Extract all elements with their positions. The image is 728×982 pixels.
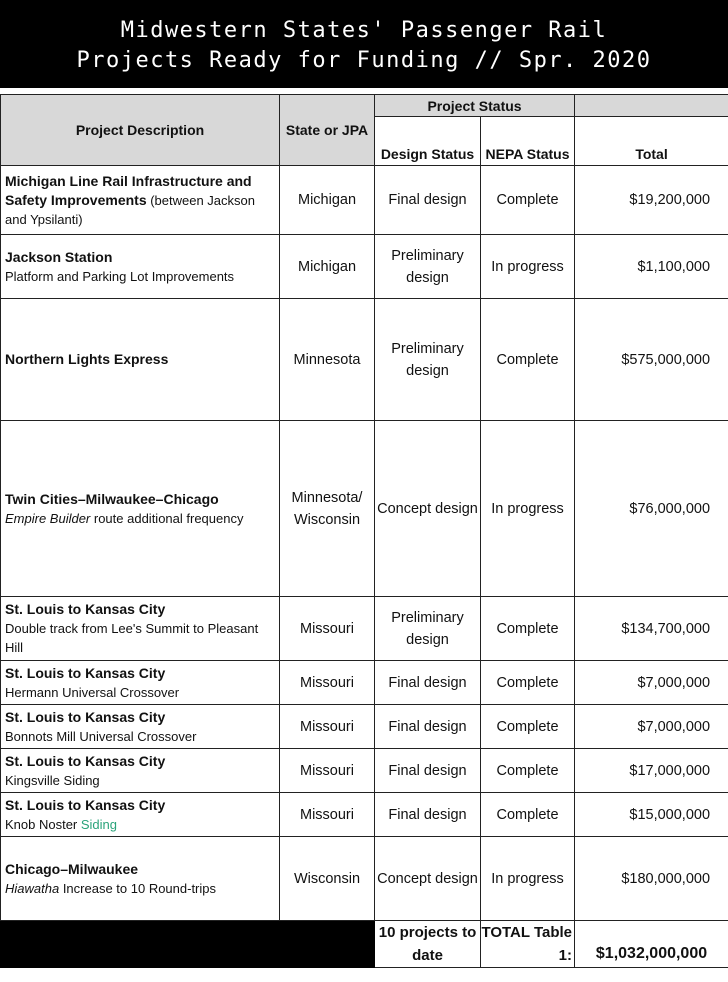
design-status: Concept design <box>375 421 481 597</box>
project-total: $15,000,000 <box>575 793 728 837</box>
project-total: $575,000,000 <box>575 299 728 421</box>
table-row <box>1 705 728 749</box>
project-subtitle: Increase to 10 Round-trips <box>59 880 217 896</box>
project-description <box>1 705 280 749</box>
nepa-status: In progress <box>481 235 575 299</box>
nepa-status: Complete <box>481 299 575 421</box>
project-title: Michigan Line Rail Infrastructure and Safety Improvements <box>5 172 252 208</box>
project-title: St. Louis to Kansas City <box>5 664 166 681</box>
project-subtitle-highlight: Siding <box>80 816 118 832</box>
project-state: Missouri <box>280 661 375 705</box>
project-total: $7,000,000 <box>575 661 728 705</box>
nepa-status: Complete <box>481 793 575 837</box>
project-description <box>1 421 280 597</box>
col-header-state: State or JPA <box>280 95 375 166</box>
table-row <box>1 166 728 235</box>
table-row <box>1 299 728 421</box>
col-header-design: Design Status <box>375 117 481 166</box>
route-name: Empire Builder <box>5 510 91 526</box>
project-title: St. Louis to Kansas City <box>5 752 166 769</box>
page-header <box>0 0 728 88</box>
project-description <box>1 837 280 921</box>
project-total: $17,000,000 <box>575 749 728 793</box>
header-line-2: Projects Ready for Funding // Spr. 2020 <box>76 48 652 73</box>
project-subtitle: Kingsville Siding <box>5 772 100 788</box>
project-subtitle: Double track from Lee's Summit to Pleasant Hill <box>5 621 259 655</box>
project-subtitle: Knob Noster <box>5 816 81 832</box>
project-description <box>1 299 280 421</box>
table-row <box>1 421 728 597</box>
project-state: Missouri <box>280 597 375 661</box>
project-title: Twin Cities–Milwaukee–Chicago <box>5 490 219 507</box>
table-row <box>1 661 728 705</box>
project-total: $19,200,000 <box>575 166 728 235</box>
design-status: Final design <box>375 166 481 235</box>
project-description <box>1 661 280 705</box>
design-status: Concept design <box>375 837 481 921</box>
project-title: St. Louis to Kansas City <box>5 601 166 617</box>
project-subtitle: Hermann Universal Crossover <box>5 684 180 700</box>
table-row <box>1 597 728 661</box>
nepa-status: Complete <box>481 749 575 793</box>
table-footer <box>1 921 728 968</box>
project-total: $7,000,000 <box>575 705 728 749</box>
project-title: Chicago–Milwaukee <box>5 860 139 877</box>
nepa-status: In progress <box>481 837 575 921</box>
project-subtitle: Platform and Parking Lot Improvements <box>5 268 235 284</box>
nepa-status: Complete <box>481 661 575 705</box>
footer-black-band <box>1 921 375 968</box>
col-header-project-status: Project Status <box>375 95 575 117</box>
header-line-1: Midwestern States' Passenger Rail <box>120 18 608 43</box>
project-total: $1,100,000 <box>575 235 728 299</box>
project-state: Missouri <box>280 705 375 749</box>
col-header-blank <box>575 95 728 117</box>
design-status: Final design <box>375 793 481 837</box>
table-row <box>1 837 728 921</box>
footer-project-count: 10 projects to date <box>375 921 481 968</box>
project-title: Jackson Station <box>5 248 113 265</box>
nepa-status: In progress <box>481 421 575 597</box>
design-status: Preliminary design <box>375 597 481 661</box>
design-status: Final design <box>375 661 481 705</box>
project-total: $180,000,000 <box>575 837 728 921</box>
table-row <box>1 749 728 793</box>
project-subtitle: route additional frequency <box>90 510 244 526</box>
design-status: Final design <box>375 749 481 793</box>
project-state: Wisconsin <box>280 837 375 921</box>
footer-total-label: TOTAL Table 1: <box>481 921 575 968</box>
col-header-total: Total <box>575 117 728 166</box>
project-state: Missouri <box>280 793 375 837</box>
design-status: Preliminary design <box>375 299 481 421</box>
footer-total-value: $1,032,000,000 <box>575 921 728 968</box>
project-subtitle: (between Jackson and Ypsilanti) <box>5 192 256 227</box>
nepa-status: Complete <box>481 705 575 749</box>
project-subtitle: Bonnots Mill Universal Crossover <box>5 728 197 744</box>
table-row <box>1 793 728 837</box>
nepa-status: Complete <box>481 597 575 661</box>
projects-table <box>0 94 728 968</box>
design-status: Preliminary design <box>375 235 481 299</box>
route-name: Hiawatha <box>5 880 60 896</box>
project-state: Minnesota/ Wisconsin <box>280 421 375 597</box>
project-state: Missouri <box>280 749 375 793</box>
project-total: $76,000,000 <box>575 421 728 597</box>
project-description <box>1 597 280 661</box>
col-header-description: Project Description <box>1 95 280 166</box>
project-state: Michigan <box>280 235 375 299</box>
design-status: Final design <box>375 705 481 749</box>
nepa-status: Complete <box>481 166 575 235</box>
project-total: $134,700,000 <box>575 597 728 661</box>
project-title: Northern Lights Express <box>5 351 169 367</box>
col-header-nepa: NEPA Status <box>481 117 575 166</box>
project-title: St. Louis to Kansas City <box>5 708 166 725</box>
project-state: Michigan <box>280 166 375 235</box>
project-state: Minnesota <box>280 299 375 421</box>
project-description <box>1 235 280 299</box>
project-description <box>1 793 280 837</box>
project-description <box>1 749 280 793</box>
table-row <box>1 235 728 299</box>
project-title: St. Louis to Kansas City <box>5 796 166 813</box>
project-description <box>1 166 280 235</box>
